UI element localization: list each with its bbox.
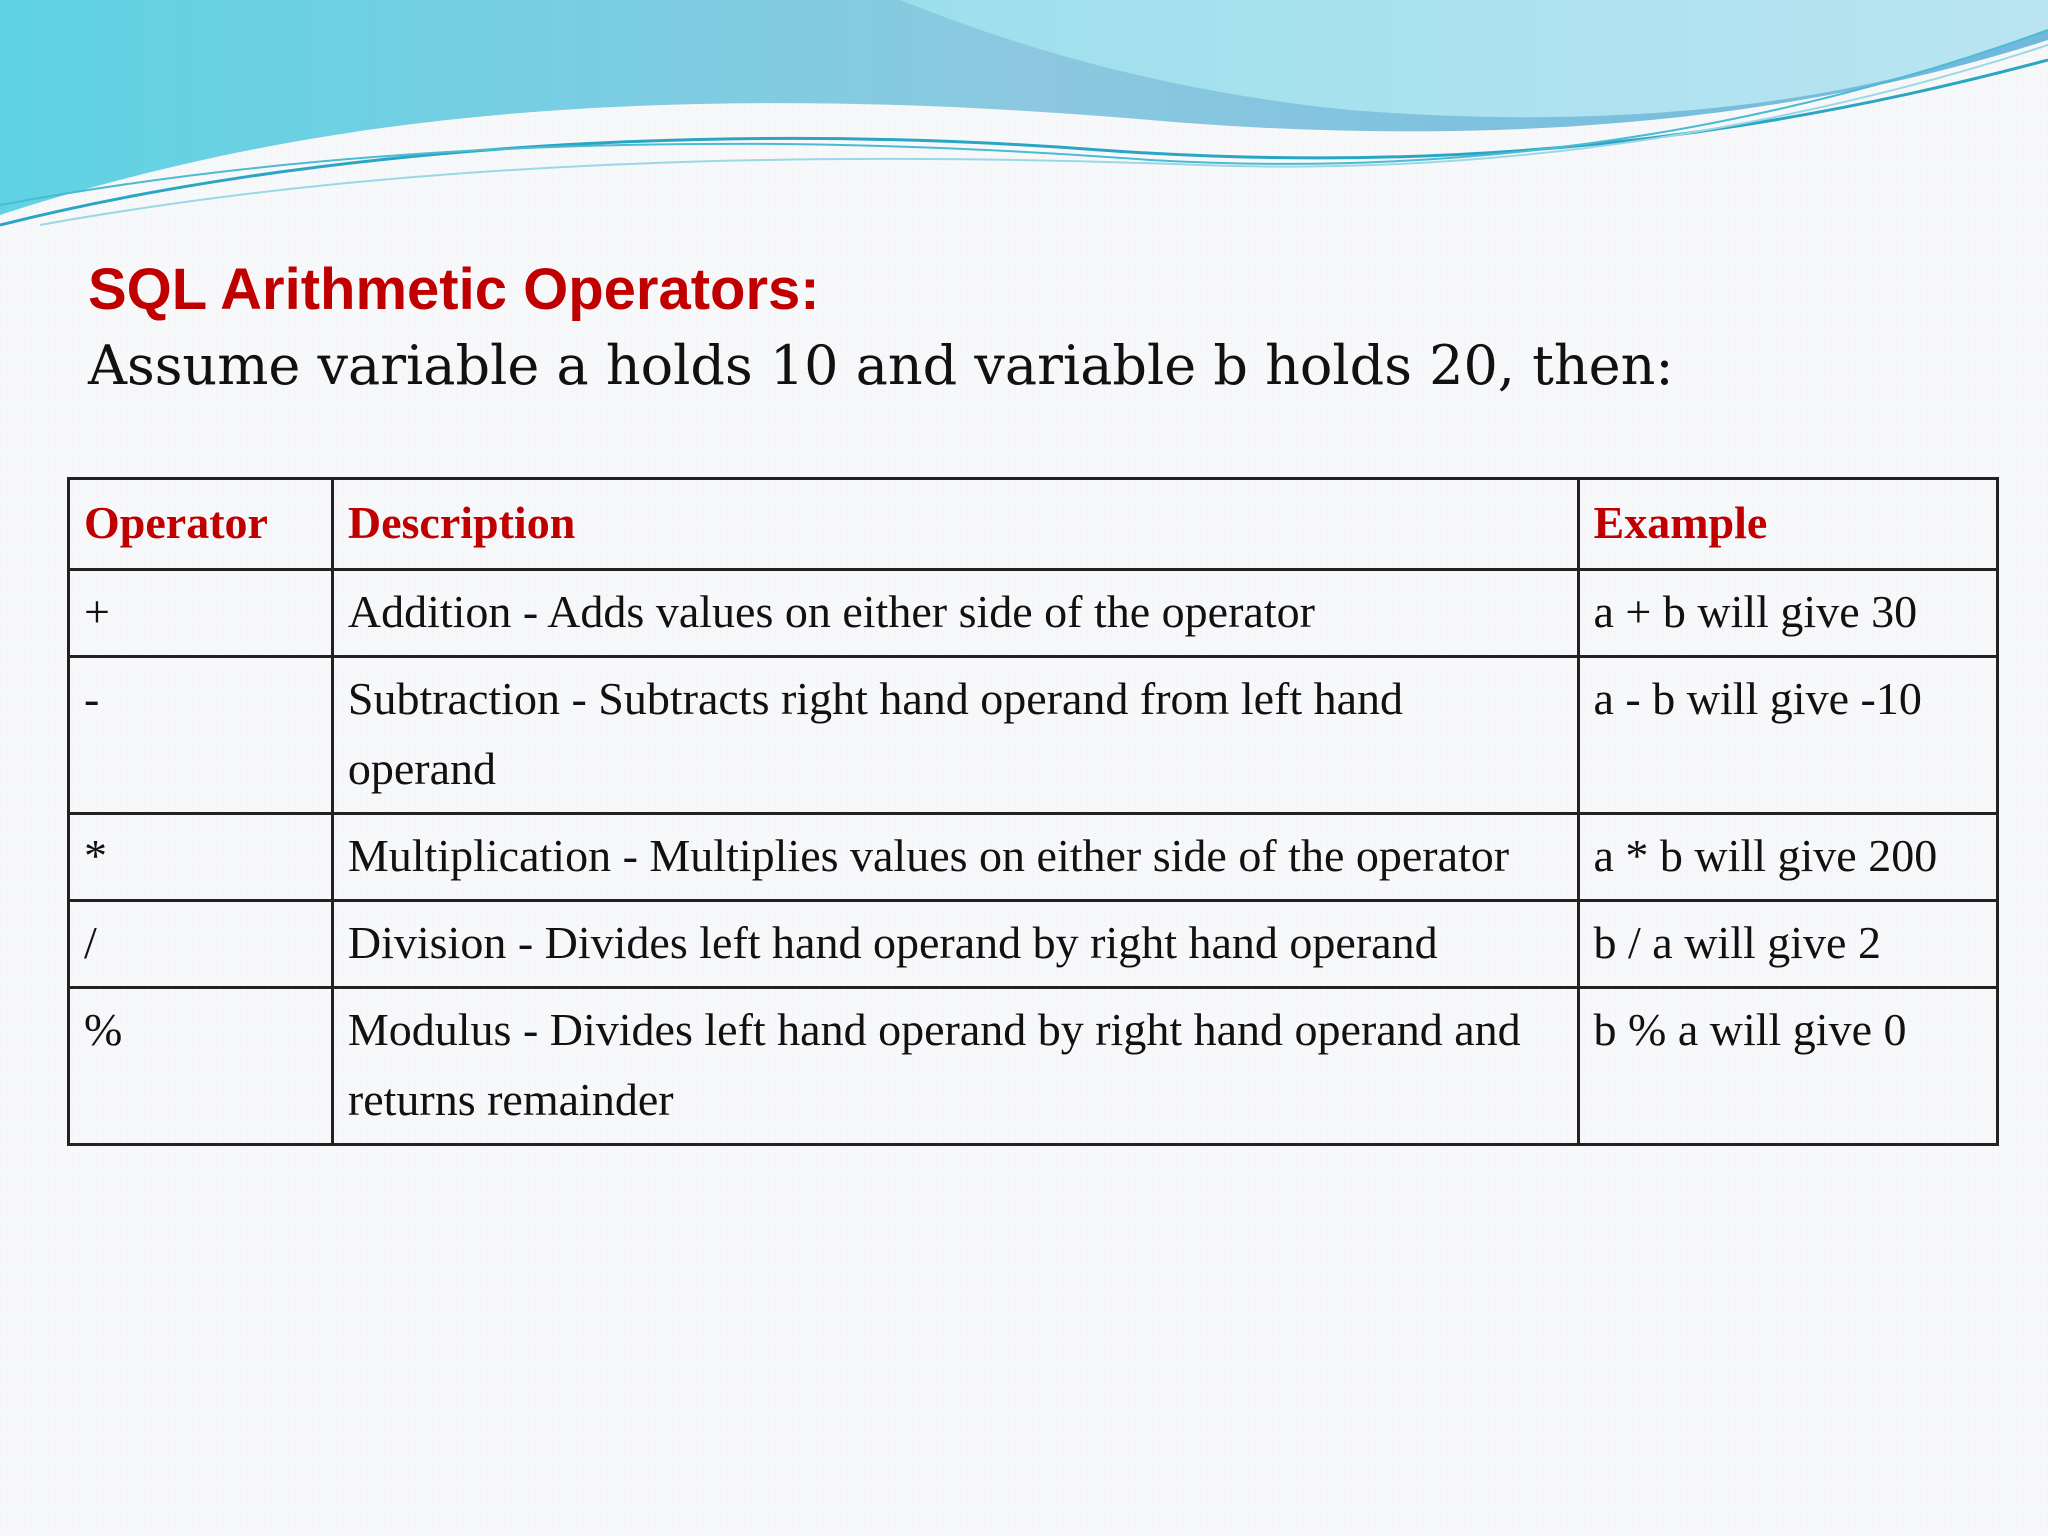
cell-example: a - b will give -10 xyxy=(1578,657,1997,814)
table-row xyxy=(69,901,1998,988)
header-description: Description xyxy=(332,479,1578,570)
cell-description: Multiplication - Multiplies values on either side of the operator xyxy=(332,814,1578,901)
cell-description: Division - Divides left hand operand by right hand operand xyxy=(332,901,1578,988)
table-row xyxy=(69,988,1998,1145)
cell-description: Addition - Adds values on either side of the operator xyxy=(332,570,1578,657)
slide-subtitle: Assume variable a holds 10 and variable b holds 20, then: xyxy=(88,334,1674,397)
header-operator: Operator xyxy=(69,479,333,570)
table-row xyxy=(69,657,1998,814)
cell-operator: - xyxy=(69,657,333,814)
cell-description: Subtraction - Subtracts right hand operand from left hand operand xyxy=(332,657,1578,814)
header-example: Example xyxy=(1578,479,1997,570)
cell-example: b / a will give 2 xyxy=(1578,901,1997,988)
slide-title: SQL Arithmetic Operators: xyxy=(88,257,820,322)
cell-description: Modulus - Divides left hand operand by right hand operand and returns remainder xyxy=(332,988,1578,1145)
header-wave-decoration xyxy=(0,0,2048,240)
cell-operator: % xyxy=(69,988,333,1145)
table-row xyxy=(69,570,1998,657)
cell-operator: + xyxy=(69,570,333,657)
cell-example: b % a will give 0 xyxy=(1578,988,1997,1145)
cell-example: a + b will give 30 xyxy=(1578,570,1997,657)
cell-operator: / xyxy=(69,901,333,988)
cell-operator: * xyxy=(69,814,333,901)
table-header-row xyxy=(69,479,1998,570)
table-row xyxy=(69,814,1998,901)
operators-table xyxy=(67,477,1999,1146)
cell-example: a * b will give 200 xyxy=(1578,814,1997,901)
